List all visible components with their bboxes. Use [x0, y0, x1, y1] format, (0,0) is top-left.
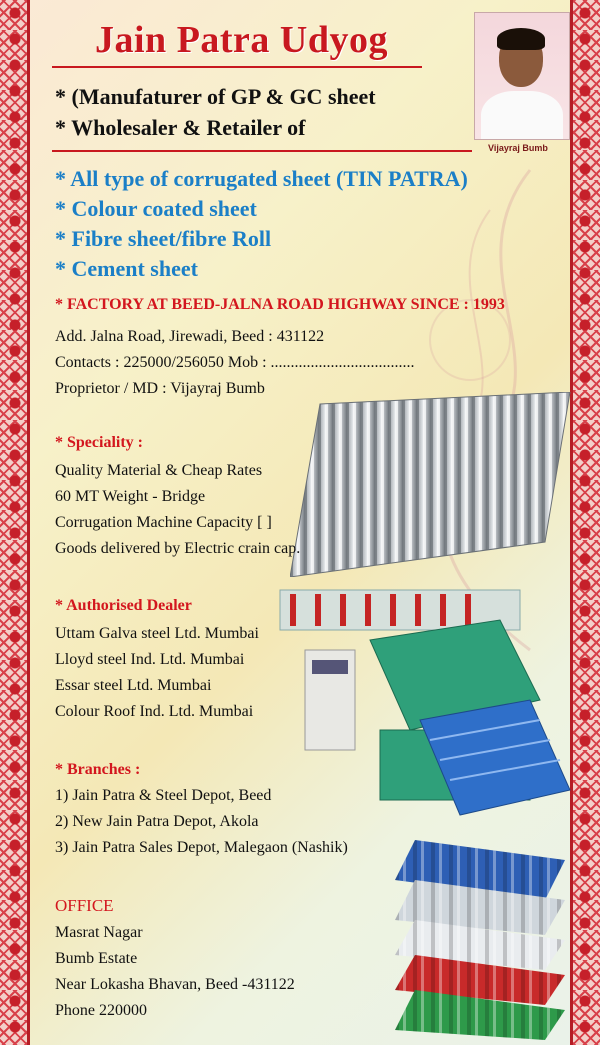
company-title: Jain Patra Udyog	[95, 19, 388, 61]
tagline-manufacturer: * (Manufaturer of GP & GC sheet	[55, 84, 376, 109]
branch-item: 2) New Jain Patra Depot, Akola	[55, 813, 259, 830]
section-divider	[52, 150, 472, 152]
speciality-heading: * Speciality :	[55, 434, 143, 451]
office-heading: OFFICE	[55, 896, 114, 915]
factory-address: Add. Jalna Road, Jirewadi, Beed : 431122	[55, 328, 325, 345]
office-line: Bumb Estate	[55, 950, 138, 967]
dealer-item: Uttam Galva steel Ltd. Mumbai	[55, 625, 259, 642]
speciality-item: Corrugation Machine Capacity [ ]	[55, 514, 272, 531]
product-item: * Cement sheet	[55, 256, 198, 281]
title-underline	[52, 66, 422, 68]
dealer-heading: * Authorised Dealer	[55, 597, 192, 614]
branches-heading: * Branches :	[55, 761, 141, 778]
branch-item: 1) Jain Patra & Steel Depot, Beed	[55, 787, 272, 804]
speciality-item: 60 MT Weight - Bridge	[55, 488, 206, 505]
office-line: Masrat Nagar	[55, 924, 143, 941]
proprietor-photo	[474, 12, 570, 140]
speciality-item: Quality Material & Cheap Rates	[55, 462, 263, 479]
roll-forming-machine-image	[270, 580, 575, 835]
photo-caption: Vijayraj Bumb	[488, 143, 548, 153]
factory-proprietor: Proprietor / MD : Vijayraj Bumb	[55, 380, 265, 397]
speciality-item: Goods delivered by Electric crain cap.	[55, 540, 301, 557]
factory-contacts: Contacts : 225000/256050 Mob : ....................................	[55, 354, 415, 371]
product-item: * Fibre sheet/fibre Roll	[55, 226, 272, 251]
office-line: Phone 220000	[55, 1002, 147, 1019]
dealer-item: Lloyd steel Ind. Ltd. Mumbai	[55, 651, 245, 668]
tagline-wholesaler: * Wholesaler & Retailer of	[55, 115, 306, 140]
factory-heading: * FACTORY AT BEED-JALNA ROAD HIGHWAY SINCE : 1993	[55, 296, 505, 313]
colour-sheets-image	[395, 840, 575, 1040]
dealer-item: Essar steel Ltd. Mumbai	[55, 677, 212, 694]
left-decorative-border	[0, 0, 30, 1045]
corrugated-sheet-image	[290, 392, 575, 577]
product-item: * All type of corrugated sheet (TIN PATRA)	[55, 166, 468, 191]
product-item: * Colour coated sheet	[55, 196, 257, 221]
dealer-item: Colour Roof Ind. Ltd. Mumbai	[55, 703, 254, 720]
branch-item: 3) Jain Patra Sales Depot, Malegaon (Nashik)	[55, 839, 348, 856]
office-line: Near Lokasha Bhavan, Beed -431122	[55, 976, 295, 993]
